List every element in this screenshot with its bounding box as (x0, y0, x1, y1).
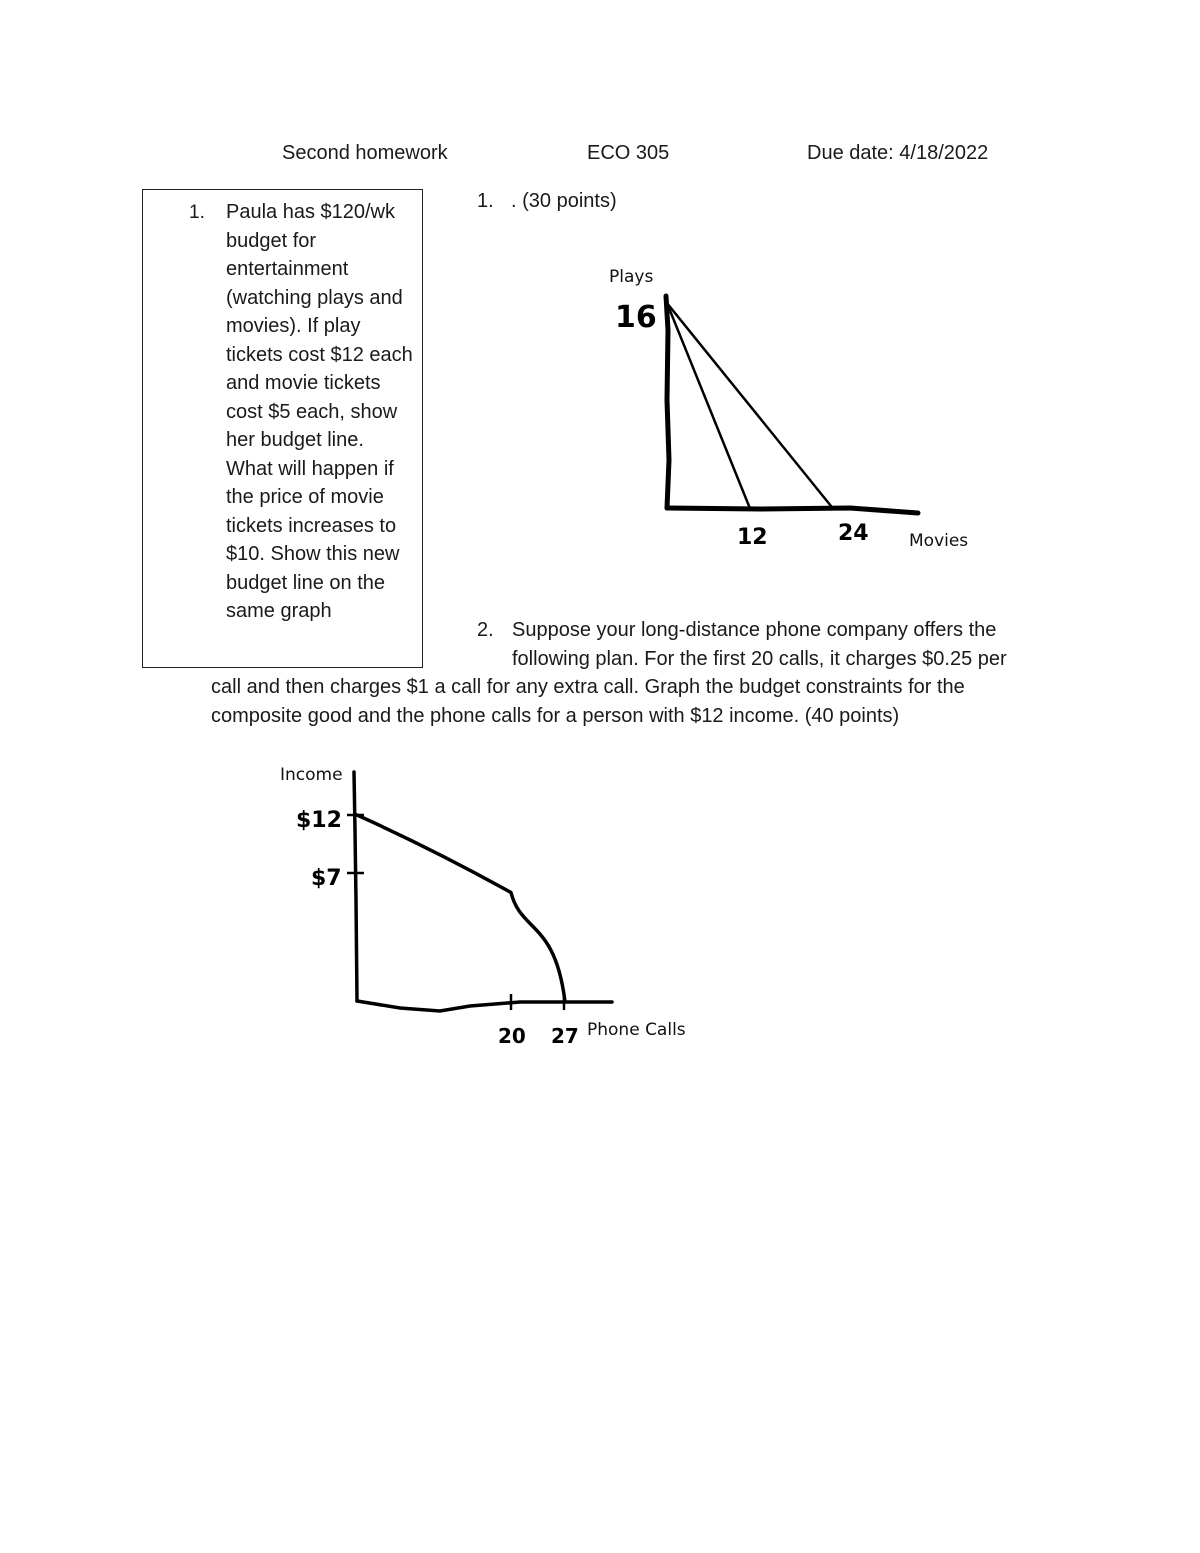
chart2-y-axis (354, 772, 357, 1001)
chart1-ylabel: Plays (609, 267, 654, 287)
chart2-xlabel: Phone Calls (587, 1020, 686, 1040)
doc-title: Second homework (282, 142, 448, 164)
due-date: Due date: 4/18/2022 (807, 142, 989, 164)
chart-income-phone-calls (280, 765, 686, 1048)
question2-line3: call and then charges $1 a call for any extra call. Graph the budget constraints for the (211, 676, 965, 698)
chart2-ytick-12: $12 (296, 808, 342, 833)
chart2-ytick-7: $7 (311, 866, 342, 891)
question2-line4: composite good and the phone calls for a person with $12 income. (40 points) (211, 705, 900, 727)
question1-number: 1. (477, 190, 494, 212)
chart1-xtick-12: 12 (737, 525, 768, 550)
question2-line1: Suppose your long-distance phone company offers the (512, 619, 997, 641)
question1-text: Paula has $120/wk budget for entertainment (watching plays and movies). If play tickets cost $12 each and movie tickets cost $5 each, show her budget line. What will happen if the price of movie tickets increases to $10. Show this new budget line on the same graph (226, 201, 413, 622)
question2-line2: following plan. For the first 20 calls, it charges $0.25 per (512, 648, 1007, 670)
question1-points: . (30 points) (511, 190, 617, 212)
chart1-x-axis (667, 508, 918, 513)
chart1-budget-line-movies-10 (667, 303, 750, 508)
question1-box-number: 1. (189, 202, 205, 223)
chart1-budget-line-movies-5 (667, 303, 833, 508)
chart1-ytick-16: 16 (615, 300, 657, 335)
chart2-xtick-27: 27 (551, 1024, 579, 1048)
chart1-xtick-24: 24 (838, 521, 869, 546)
chart1-xlabel: Movies (909, 531, 969, 551)
question2-number: 2. (477, 619, 494, 641)
chart-plays-movies (609, 267, 968, 551)
chart2-x-axis (357, 1001, 612, 1011)
course-code: ECO 305 (587, 142, 670, 164)
chart2-ylabel: Income (280, 765, 343, 785)
chart1-y-axis (666, 296, 669, 508)
chart2-xtick-20: 20 (498, 1024, 526, 1048)
chart2-budget-constraint (357, 815, 565, 1001)
